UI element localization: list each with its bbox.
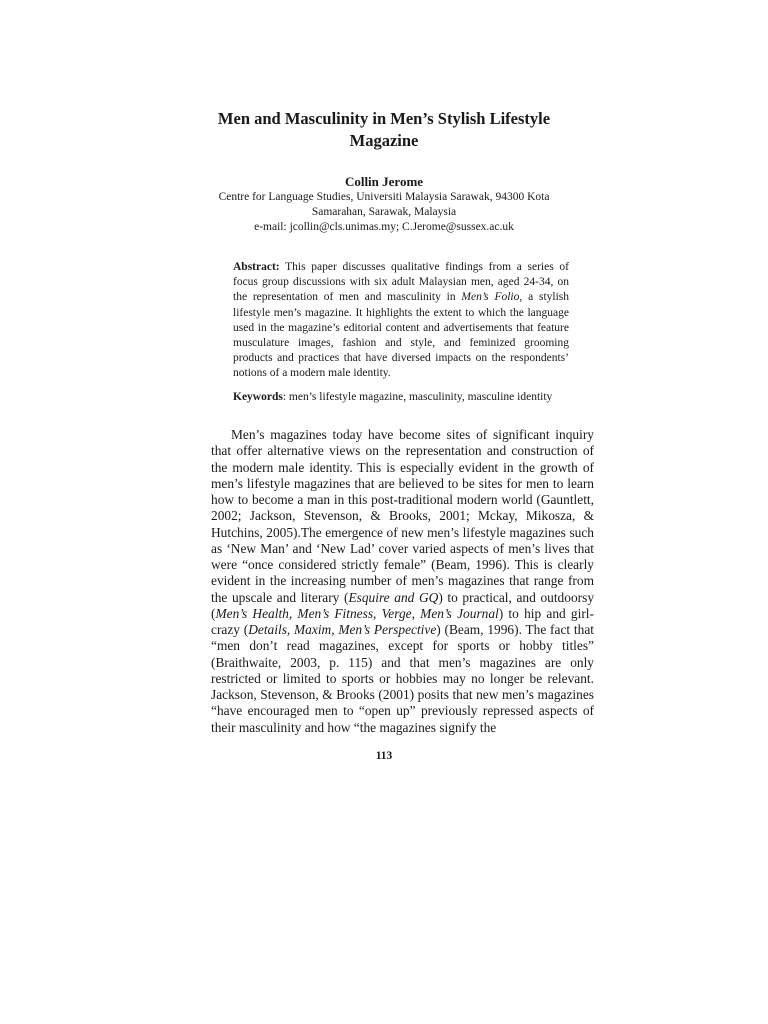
keywords-label: Keywords: [233, 391, 283, 403]
affiliation: [215, 190, 553, 235]
author-name: Collin Jerome: [344, 174, 424, 189]
abstract-italic: Men’s Folio: [461, 291, 520, 304]
body-italic-1: Esquire and GQ: [348, 589, 439, 605]
body-text-4: ) (Beam, 1996). The fact that “men don’t read magazines, except for sports or hobby titles” (Braithwaite, 2003, p. 115) and that men’s magazines are only restricted or limited to sports or hobbies may no longer be relevant. Jackson, Stevenson, & Brooks (2001) posits that new men’s magazines “have encouraged men to “open up” previously repressed aspects of their masculinity and how “the magazines signify the: [211, 622, 594, 735]
abstract-text-2: , a stylish lifestyle men’s magazine. It highlights the extent to which the language used in the magazine’s editorial content and advertisements that feature musculature images, fashion and style, and feminized grooming products and practices that have diversed impacts on the respondents’ notions of a modern male identity.: [233, 291, 570, 380]
body-paragraph: [211, 427, 594, 736]
abstract-label: Abstract:: [233, 261, 280, 273]
body-text-1: Men’s magazines today have become sites of significant inquiry that offer alternative views on the representation and construction of the modern male identity. This is especially evident in the growth of men’s lifestyle magazines that are believed to be sites for men to learn how to become a man in this post-traditional modern world (Gauntlett, 2002; Jackson, Stevenson, & Brooks, 2001; Mckay, Mikosza, & Hutchins, 2005).The emergence of new men’s lifestyle magazines such as ‘New Man’ and ‘New Lad’ cover varied aspects of men’s lives that were “once considered strictly female” (Beam, 1996). This is clearly evident in the increasing number of men’s magazines that range from the upscale and literary (: [211, 427, 594, 605]
body-text-2: ) to practical, and outdoorsy (: [211, 589, 595, 621]
email-value: jcollin@cls.unimas.my; C.Jerome@sussex.ac.uk: [289, 221, 514, 233]
abstract-text-1: This paper discusses qualitative findings from a series of focus group discussions with six adult Malaysian men, aged 24-34, on the representation of men and masculinity in: [233, 261, 569, 304]
body-text: [211, 427, 594, 736]
keywords: [233, 390, 569, 405]
keywords-text: : men’s lifestyle magazine, masculinity, masculine identity: [282, 391, 553, 403]
page-number: 113: [375, 750, 393, 762]
body-italic-3: Details, Maxim, Men’s Perspective: [248, 622, 437, 637]
abstract: [233, 260, 569, 382]
affiliation-address: Centre for Language Studies, Universiti Malaysia Sarawak, 94300 Kota Samarahan, Sarawak, Malaysia: [218, 191, 550, 218]
body-italic-2: Men’s Health, Men’s Fitness, Verge, Men’s Journal: [215, 605, 499, 621]
email-line: [215, 220, 553, 235]
body-text-3: ) to hip and girl-crazy (: [211, 605, 594, 637]
email-label: e-mail:: [254, 221, 287, 233]
paper-title: Men and Masculinity in Men’s Stylish Lifestyle Magazine: [217, 109, 551, 150]
